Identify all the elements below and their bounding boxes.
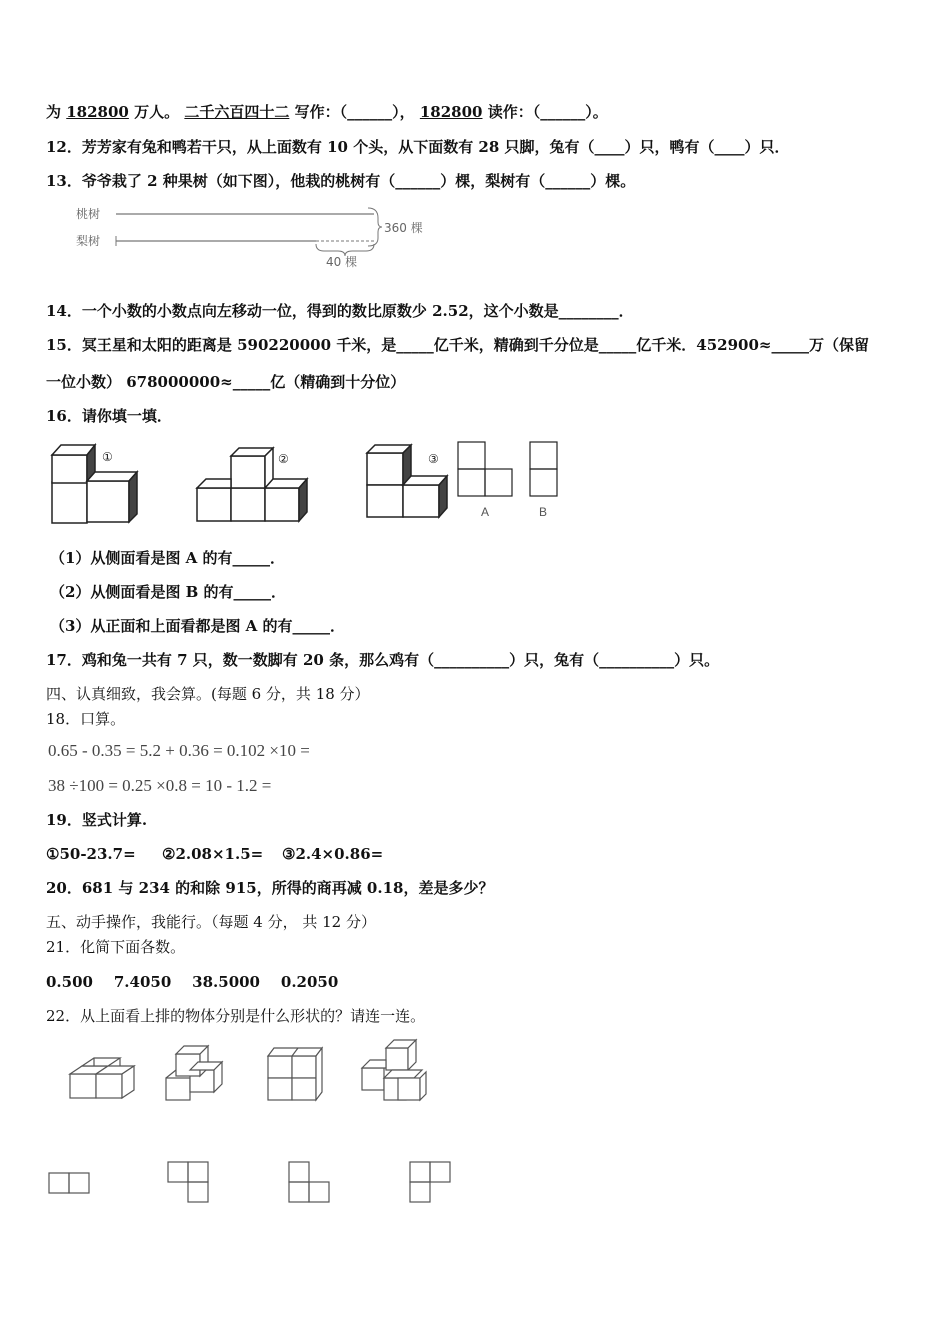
figure-3-number: ③: [428, 452, 439, 466]
section-4-heading: 四、认真细致，我会算。(每题 6 分，共 18 分）: [46, 685, 370, 703]
question-21: 21．化简下面各数。: [46, 938, 186, 956]
q22-object-3: [268, 1048, 322, 1100]
question-15-line-1: 15．冥王星和太阳的距离是 590220000 千米，是_____亿千米，精确到千分位是_____亿千米．452900≈_____万（保留: [46, 336, 869, 354]
fruit-tree-line-diagram: [76, 200, 436, 270]
q11-text-1: 为: [46, 103, 62, 121]
question-15-line-2: 一位小数） 678000000≈_____亿（精确到十分位）: [46, 373, 406, 391]
q11-number-2: 182800: [419, 103, 483, 121]
view-a-label: A: [481, 505, 490, 519]
section-5-heading: 五、动手操作，我能行。（每题 4 分， 共 12 分）: [46, 913, 376, 931]
question-20: 20．681 与 234 的和除 915，所得的商再减 0.18，差是多少？: [46, 879, 494, 897]
question-14: 14．一个小数的小数点向左移动一位，得到的数比原数少 2.52，这个小数是________．: [46, 302, 634, 320]
question-17: 17．鸡和兔一共有 7 只，数一数脚有 20 条，那么鸡有（__________）只，兔有（__________）只。: [46, 651, 720, 669]
question-16-part-2: （2）从侧面看是图 B 的有_____．: [50, 583, 287, 601]
question-18: 18．口算。: [46, 710, 126, 728]
question-22: 22．从上面看上排的物体分别是什么形状的？请连一连。: [46, 1007, 426, 1025]
question-16-part-1: （1）从侧面看是图 A 的有_____．: [50, 549, 286, 567]
figure-1-number: ①: [102, 450, 113, 464]
q19-item-2: ②2.08×1.5=: [162, 845, 264, 863]
cube-figure-2: [197, 448, 307, 521]
q22-objects-row: [46, 1036, 446, 1112]
diff-label: 40 棵: [326, 255, 358, 269]
total-label: 360 棵: [384, 221, 423, 235]
q11-text-4: 读作：（______）。: [487, 103, 608, 121]
cube-views-figure: [46, 436, 586, 528]
q18-row-2: 38 ÷100 = 0.25 ×0.8 = 10 - 1.2 =: [48, 776, 272, 795]
q19-item-3: ③2.4×0.86=: [282, 845, 384, 863]
q11-number-1: 182800: [66, 103, 129, 121]
q11-continuation: [46, 102, 608, 122]
q22-view-2: [168, 1162, 208, 1202]
question-19: 19．竖式计算.: [46, 811, 148, 829]
cube-figure-1: [52, 445, 137, 523]
question-13: 13．爷爷栽了 2 种果树（如下图），他栽的桃树有（______）棵，梨树有（______）棵。: [46, 172, 636, 190]
peach-label: 桃树: [76, 207, 101, 221]
question-16: 16．请你填一填．: [46, 407, 172, 425]
q22-object-1: [70, 1058, 134, 1098]
question-16-part-3: （3）从正面和上面看都是图 A 的有_____．: [50, 617, 346, 635]
q22-view-4: [410, 1162, 450, 1202]
view-b-figure: [530, 442, 557, 496]
view-a-figure: [458, 442, 512, 496]
question-12: 12．芳芳家有兔和鸭若干只，从上面数有 10 个头，从下面数有 28 只脚，兔有（____）只，鸭有（____）只．: [46, 138, 790, 156]
view-b-label: B: [539, 505, 548, 519]
q22-object-4: [362, 1040, 426, 1100]
q11-word-number: 二千六百四十二: [184, 103, 290, 121]
q19-item-1: ①50-23.7=: [46, 845, 136, 863]
q11-text-3: 写作：（______），: [294, 103, 415, 121]
pear-label: 梨树: [76, 234, 101, 248]
q18-row-1: 0.65 - 0.35 = 5.2 + 0.36 = 0.102 ×10 =: [48, 741, 310, 760]
q22-top-views-row: [46, 1156, 466, 1212]
q21-numbers: 0.500 7.4050 38.5000 0.2050: [46, 973, 339, 991]
q11-text-2: 万人。: [134, 103, 180, 121]
q22-view-1: [49, 1173, 89, 1193]
q22-view-3: [289, 1162, 329, 1202]
q22-object-2: [166, 1046, 222, 1100]
figure-2-number: ②: [278, 452, 289, 466]
